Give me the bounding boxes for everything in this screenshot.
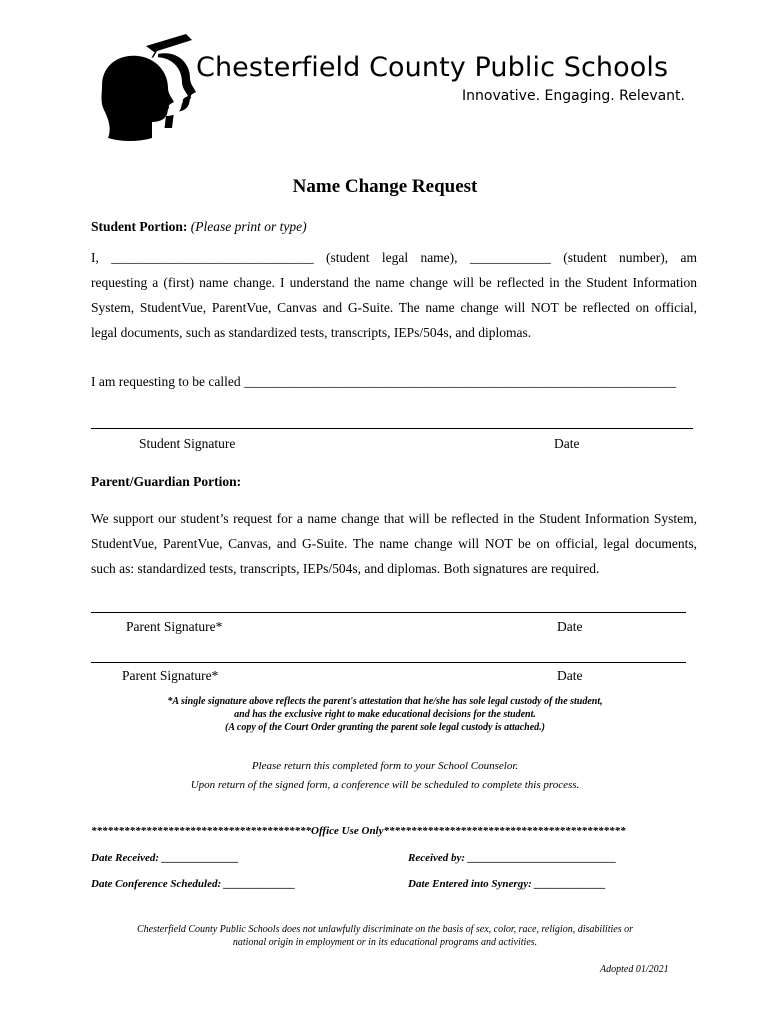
adopted-date: Adopted 01/2021 bbox=[600, 964, 669, 975]
student-signature-label: Student Signature bbox=[139, 436, 236, 451]
nondiscrimination-line: national origin in employment or in its educational programs and activities. bbox=[232, 937, 538, 948]
student-statement-line: System, StudentVue, ParentVue, Canvas and G-Suite. The name change will NOT be reflected on official, bbox=[91, 300, 697, 315]
school-logo bbox=[98, 32, 208, 144]
student-heading-label: Student Portion: bbox=[91, 219, 188, 234]
student-date-label: Date bbox=[554, 436, 580, 451]
student-heading-note: (Please print or type) bbox=[190, 219, 307, 234]
date-received-field[interactable]: Date Received: ______________ bbox=[91, 852, 239, 864]
parent-statement-line: StudentVue, ParentVue, Canvas, and G-Suite. The name change will NOT be on official, legal documents, bbox=[91, 536, 697, 551]
form-title: Name Change Request bbox=[292, 176, 478, 197]
nondiscrimination-line: Chesterfield County Public Schools does not unlawfully discriminate on the basis of sex, color, race, religion, disabilities or bbox=[137, 924, 633, 935]
custody-note-line: (A copy of the Court Order granting the parent sole legal custody is attached.) bbox=[224, 722, 545, 733]
parent-statement-line: We support our student’s request for a name change that will be reflected in the Student Information System, bbox=[91, 511, 697, 526]
parent-date-label-1: Date bbox=[557, 619, 583, 634]
student-statement-line: I, ______________________________ (student legal name), ____________ (student number), am bbox=[91, 250, 697, 265]
received-by-field[interactable]: Received by: ___________________________ bbox=[408, 852, 617, 864]
office-use-banner: ****************************************Office Use Only******************************************** bbox=[91, 825, 626, 837]
custody-note-line: *A single signature above reflects the parent's attestation that he/she has sole legal custody of the student, bbox=[167, 696, 603, 707]
parent-signature-label-2: Parent Signature* bbox=[122, 668, 219, 683]
date-conference-field[interactable]: Date Conference Scheduled: _____________ bbox=[91, 878, 296, 890]
student-section-heading bbox=[91, 214, 307, 239]
date-entered-field[interactable]: Date Entered into Synergy: _____________ bbox=[408, 878, 606, 890]
preferred-name-field[interactable]: I am requesting to be called ________________________________________________________________ bbox=[91, 374, 676, 389]
nondiscrimination-statement bbox=[0, 923, 770, 949]
school-name: Chesterfield County Public Schools bbox=[196, 52, 669, 83]
parent-section-heading: Parent/Guardian Portion: bbox=[91, 474, 242, 489]
student-statement-line: legal documents, such as standardized tests, transcripts, IEPs/504s, and diplomas. bbox=[91, 325, 532, 340]
return-instructions: Please return this completed form to your School Counselor. bbox=[251, 760, 519, 772]
conference-instructions: Upon return of the signed form, a conference will be scheduled to complete this process. bbox=[190, 779, 580, 791]
parent-signature-label-1: Parent Signature* bbox=[126, 619, 223, 634]
student-signature-line[interactable] bbox=[91, 428, 693, 429]
school-tagline: Innovative. Engaging. Relevant. bbox=[462, 88, 685, 104]
student-statement-line: requesting a (first) name change. I understand the name change will be reflected in the Student Information bbox=[91, 275, 697, 290]
parent-statement-line: such as: standardized tests, transcripts, IEPs/504s, and diplomas. Both signatures are required. bbox=[91, 561, 600, 576]
parent-signature-line-1[interactable] bbox=[91, 612, 686, 613]
parent-date-label-2: Date bbox=[557, 668, 583, 683]
custody-note bbox=[0, 695, 770, 734]
custody-note-line: and has the exclusive right to make educational decisions for the student. bbox=[234, 709, 536, 720]
